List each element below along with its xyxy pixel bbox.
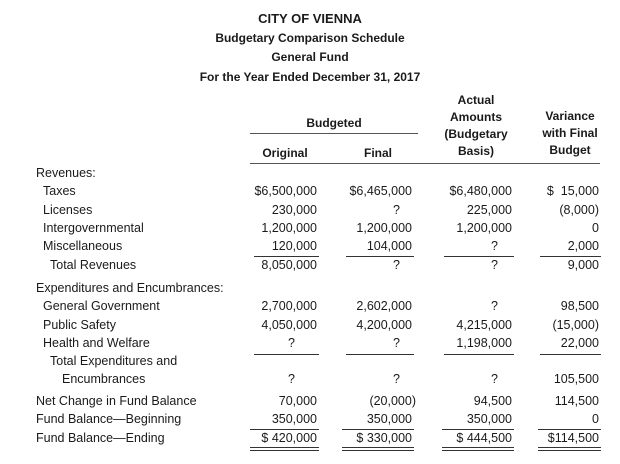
table-cell: $ 444,500 bbox=[456, 431, 512, 445]
subtotal-rule bbox=[342, 429, 414, 430]
table-cell: (8,000) bbox=[559, 203, 599, 217]
table-cell: 0 bbox=[592, 221, 599, 235]
table-cell: 114,500 bbox=[554, 394, 599, 408]
table-cell: 70,000 bbox=[278, 394, 317, 408]
row-label: Net Change in Fund Balance bbox=[36, 394, 197, 408]
table-cell: 1,198,000 bbox=[456, 336, 512, 350]
city-title: CITY OF VIENNA bbox=[258, 11, 362, 26]
total-revenues-label: Total Revenues bbox=[50, 258, 137, 272]
table-cell: ? bbox=[393, 258, 400, 272]
period-title: For the Year Ended December 31, 2017 bbox=[199, 70, 421, 84]
budgeted-header: Budgeted bbox=[306, 116, 362, 130]
actual-header-line: Amounts bbox=[450, 110, 502, 124]
subtotal-rule bbox=[538, 429, 601, 430]
table-cell: $ 15,000 bbox=[546, 184, 599, 198]
variance-header-line: with Final bbox=[542, 126, 598, 140]
table-cell: 1,200,000 bbox=[261, 221, 317, 235]
subtotal-rule bbox=[254, 354, 319, 355]
table-cell: 2,602,000 bbox=[356, 299, 412, 313]
table-cell: $ 330,000 bbox=[356, 431, 412, 445]
actual-header-line: Basis) bbox=[457, 144, 495, 158]
row-label: Fund Balance—Beginning bbox=[36, 412, 182, 426]
row-label: Taxes bbox=[43, 184, 76, 198]
total-double-rule bbox=[538, 447, 601, 451]
total-expenditures-label: Encumbrances bbox=[62, 372, 146, 386]
table-cell: (20,000) bbox=[369, 394, 416, 408]
row-label: Miscellaneous bbox=[43, 239, 123, 253]
subtotal-rule bbox=[540, 256, 601, 257]
table-cell: ? bbox=[393, 336, 400, 350]
subtotal-rule bbox=[442, 429, 514, 430]
table-cell: ? bbox=[393, 372, 400, 386]
table-cell: 98,500 bbox=[560, 299, 599, 313]
total-double-rule bbox=[442, 447, 514, 451]
total-expenditures-label: Total Expenditures and bbox=[50, 354, 178, 368]
table-cell: ? bbox=[288, 372, 295, 386]
row-label: Licenses bbox=[43, 203, 93, 217]
subtotal-rule bbox=[540, 354, 601, 355]
table-cell: 0 bbox=[592, 412, 599, 426]
row-label: Fund Balance—Ending bbox=[36, 431, 165, 445]
row-label: General Government bbox=[43, 299, 160, 313]
table-cell: ? bbox=[393, 203, 400, 217]
row-label: Public Safety bbox=[43, 318, 116, 332]
budgeted-rule bbox=[250, 133, 418, 134]
table-cell: 8,050,000 bbox=[261, 258, 317, 272]
revenues-heading: Revenues: bbox=[36, 166, 96, 180]
table-cell: 4,215,000 bbox=[456, 318, 512, 332]
table-cell: ? bbox=[491, 372, 498, 386]
table-cell: ? bbox=[288, 336, 295, 350]
table-cell: $ 420,000 bbox=[261, 431, 317, 445]
table-cell: 2,700,000 bbox=[261, 299, 317, 313]
table-cell: 104,000 bbox=[366, 239, 412, 253]
table-cell: 350,000 bbox=[366, 412, 412, 426]
expenditures-heading: Expenditures and Encumbrances: bbox=[36, 281, 224, 295]
table-cell: (15,000) bbox=[552, 318, 599, 332]
header-rule bbox=[250, 163, 600, 164]
table-cell: 1,200,000 bbox=[456, 221, 512, 235]
total-double-rule bbox=[342, 447, 414, 451]
table-cell: $6,480,000 bbox=[449, 184, 512, 198]
table-cell: 94,500 bbox=[473, 394, 512, 408]
table-cell: 225,000 bbox=[466, 203, 512, 217]
actual-header-line: Actual bbox=[457, 93, 495, 107]
table-cell: 120,000 bbox=[271, 239, 317, 253]
variance-header-line: Budget bbox=[549, 143, 591, 157]
table-cell: $6,500,000 bbox=[254, 184, 317, 198]
table-cell: ? bbox=[491, 299, 498, 313]
variance-header-line: Variance bbox=[545, 109, 595, 123]
original-header: Original bbox=[262, 146, 308, 160]
row-label: Health and Welfare bbox=[43, 336, 150, 350]
table-cell: 350,000 bbox=[466, 412, 512, 426]
table-cell: 105,500 bbox=[553, 372, 599, 386]
table-cell: 230,000 bbox=[271, 203, 317, 217]
table-cell: 4,050,000 bbox=[261, 318, 317, 332]
table-cell: ? bbox=[491, 239, 498, 253]
table-cell: $114,500 bbox=[547, 431, 599, 445]
table-cell: 1,200,000 bbox=[356, 221, 412, 235]
subtotal-rule bbox=[254, 256, 319, 257]
table-cell: 9,000 bbox=[567, 258, 599, 272]
actual-header-line: (Budgetary bbox=[444, 127, 508, 141]
subtotal-rule bbox=[250, 429, 319, 430]
table-cell: $6,465,000 bbox=[349, 184, 412, 198]
table-cell: 4,200,000 bbox=[356, 318, 412, 332]
total-double-rule bbox=[250, 447, 319, 451]
subtotal-rule bbox=[346, 354, 414, 355]
table-cell: 350,000 bbox=[271, 412, 317, 426]
table-cell: 2,000 bbox=[567, 239, 599, 253]
fund-title: General Fund bbox=[271, 50, 349, 64]
table-cell: ? bbox=[491, 258, 498, 272]
variance-header bbox=[527, 108, 613, 159]
subtotal-rule bbox=[346, 256, 414, 257]
schedule-title: Budgetary Comparison Schedule bbox=[215, 31, 405, 45]
actual-header bbox=[430, 92, 522, 160]
table-cell: 22,000 bbox=[560, 336, 599, 350]
subtotal-rule bbox=[444, 256, 514, 257]
final-header: Final bbox=[363, 146, 392, 160]
row-label: Intergovernmental bbox=[43, 221, 144, 235]
subtotal-rule bbox=[444, 354, 514, 355]
